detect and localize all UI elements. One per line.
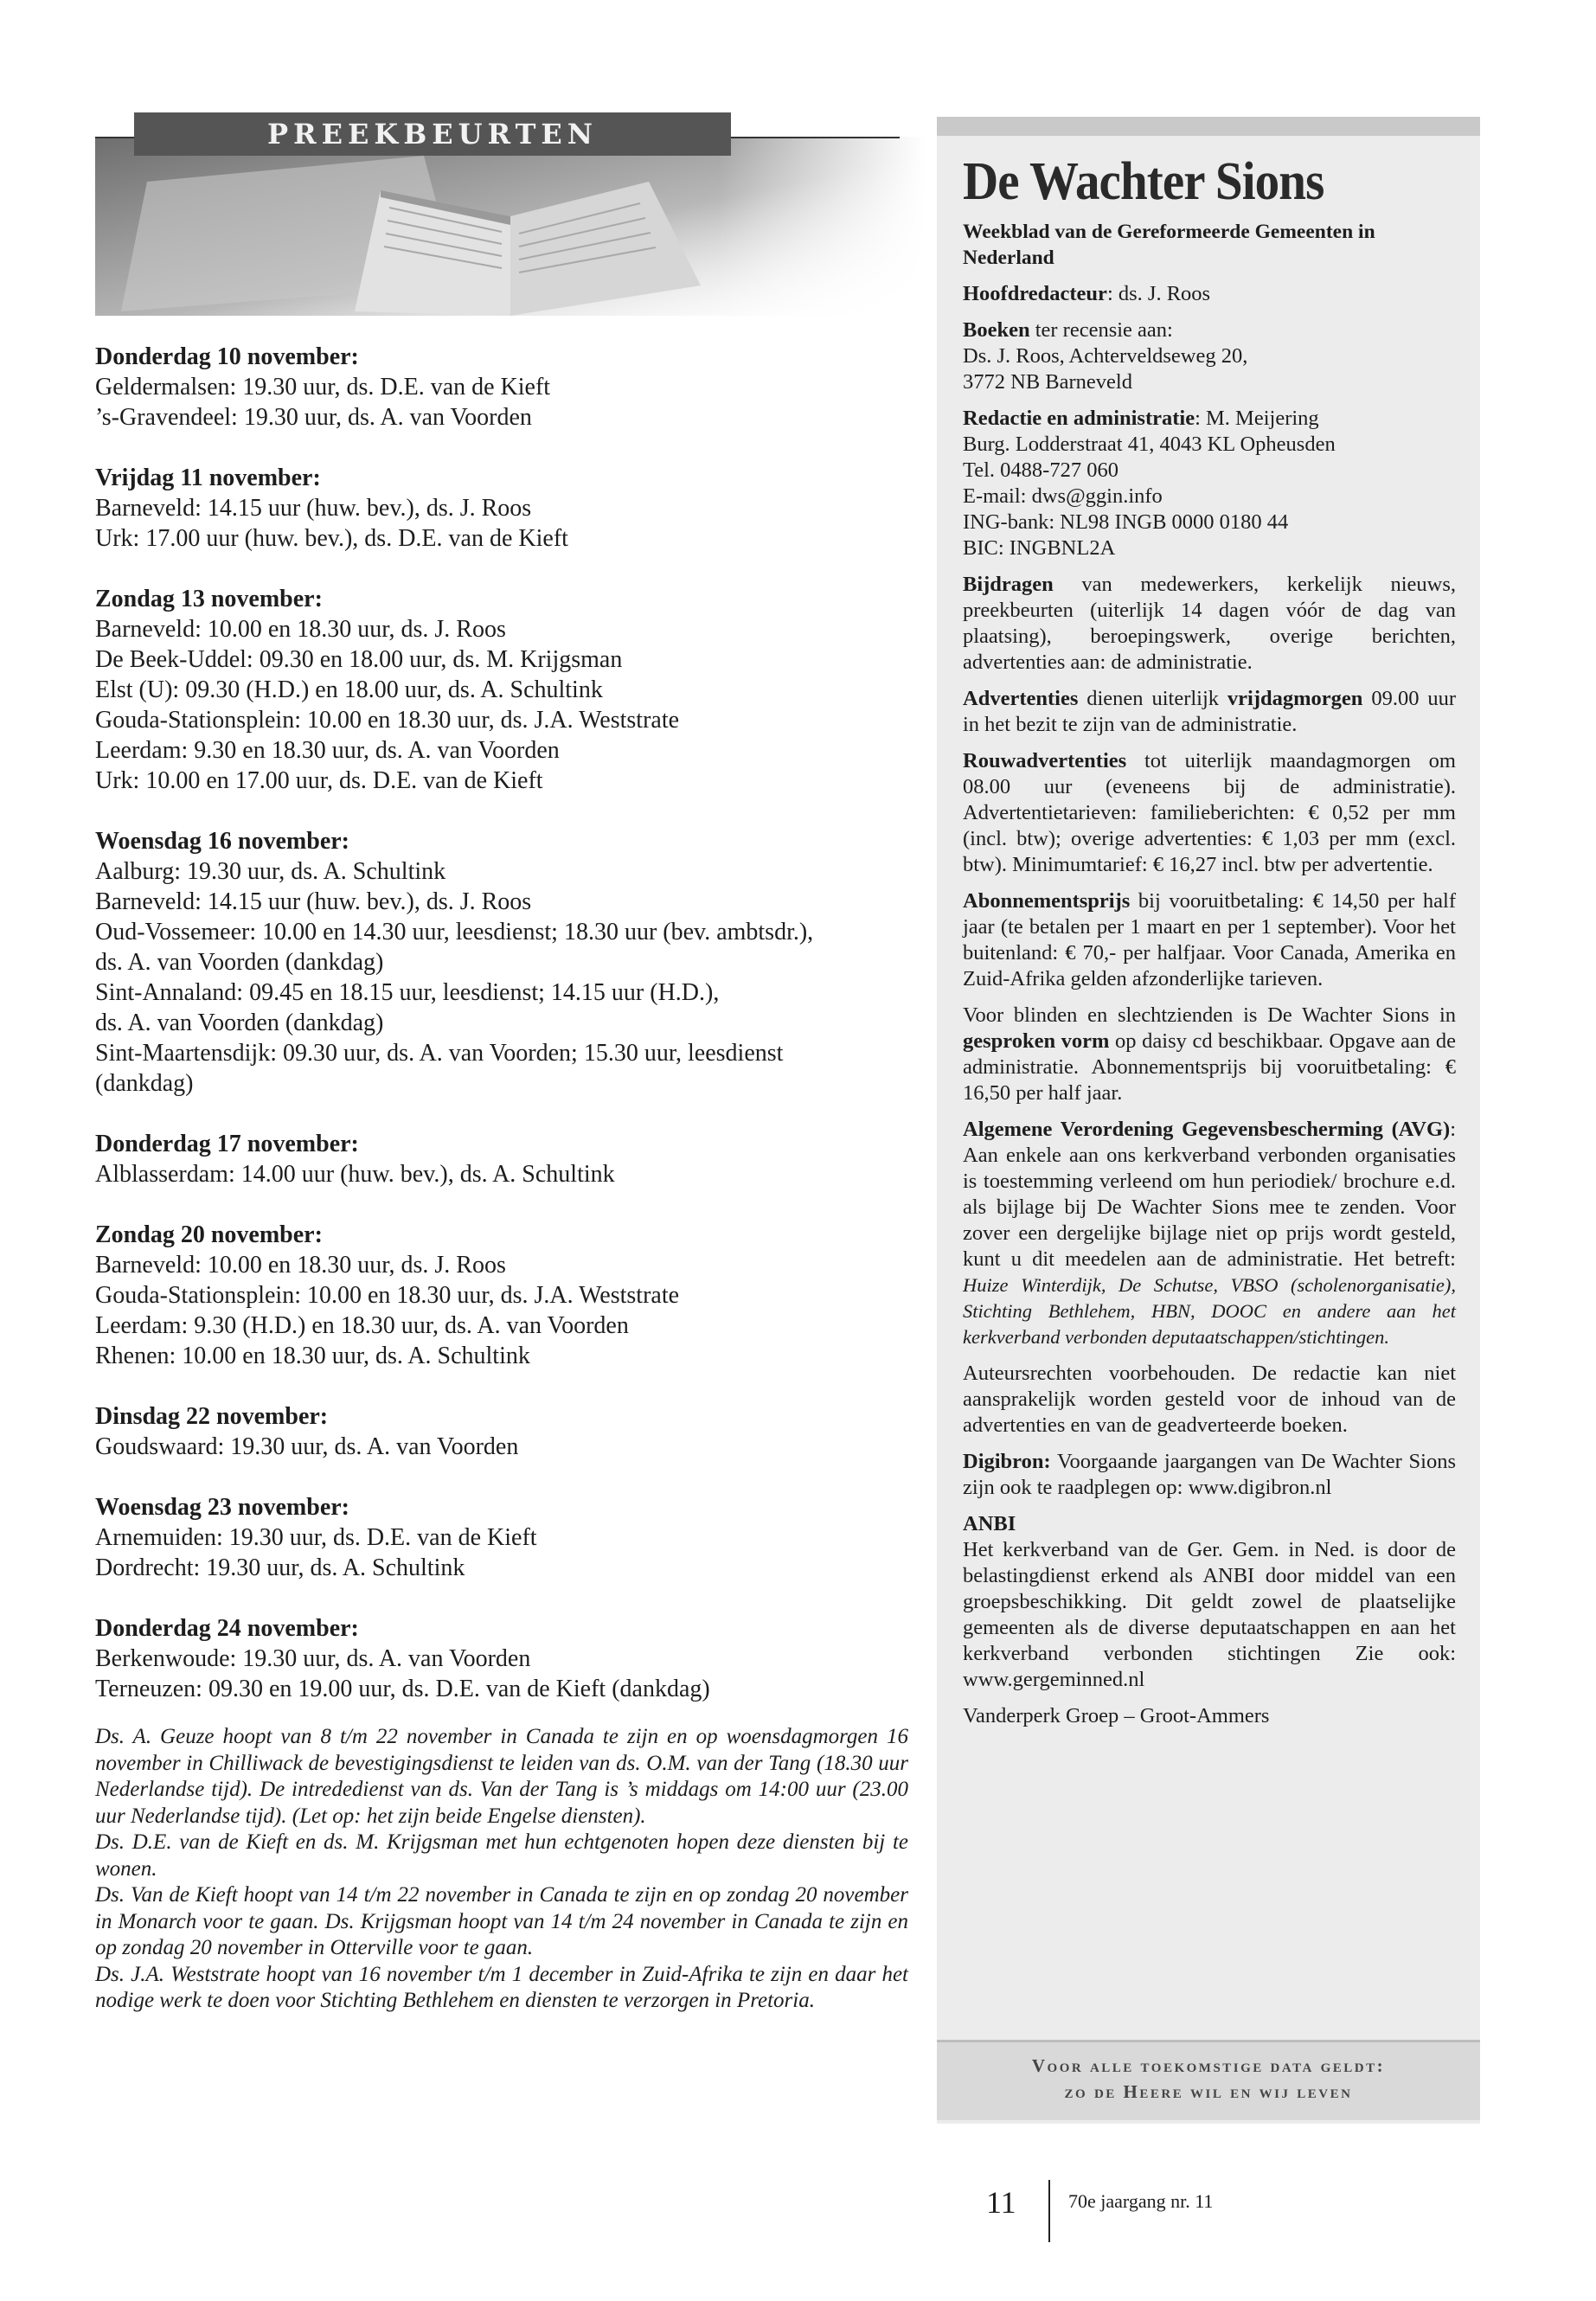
day-heading: Zondag 13 november:	[95, 586, 323, 612]
books-value: ter recensie aan:	[1029, 318, 1173, 342]
service-line: ’s-Gravendeel: 19.30 uur, ds. A. van Voorden	[95, 404, 532, 431]
service-line: Barneveld: 10.00 en 18.30 uur, ds. J. Roos	[95, 1252, 506, 1279]
service-line: Sint-Annaland: 09.45 en 18.15 uur, leesdienst; 14.15 uur (H.D.),	[95, 979, 720, 1006]
admin-bank: ING-bank: NL98 INGB 0000 0180 44	[963, 510, 1289, 534]
subscription-label: Abonnementsprijs	[963, 889, 1131, 913]
digibron-label: Digibron:	[963, 1450, 1051, 1473]
magazine-title: De Wachter Sions	[963, 152, 1324, 211]
page-divider	[1048, 2180, 1050, 2242]
service-line: Sint-Maartensdijk: 09.30 uur, ds. A. van Voorden; 15.30 uur, leesdienst	[95, 1040, 784, 1067]
motto-line-2: zo de Heere wil en wij leven	[1064, 2081, 1353, 2102]
motto-box	[937, 2040, 1480, 2120]
schedule-day	[95, 1613, 908, 1704]
schedule-notes	[95, 1724, 908, 2015]
day-heading: Donderdag 17 november:	[95, 1131, 359, 1157]
ads-block	[963, 686, 1456, 738]
service-line: Gouda-Stationsplein: 10.00 en 18.30 uur, ds. J.A. Weststrate	[95, 707, 680, 734]
schedule-day	[95, 826, 908, 1099]
contributions-block	[963, 572, 1456, 676]
spoken-text: Voor blinden en slechtzienden is De Wachter Sions in	[963, 1003, 1456, 1027]
ads-deadline: vrijdagmorgen	[1227, 687, 1363, 710]
note: Ds. J.A. Weststrate hoopt van 16 november t/m 1 december in Zuid-Afrika te zijn en daar het nodige werk te doen voor Stichting Bethlehem en diensten te verzorgen in Pretoria.	[95, 1962, 908, 2012]
editor-value: : ds. J. Roos	[1106, 282, 1211, 305]
service-line: Goudswaard: 19.30 uur, ds. A. van Voorden	[95, 1433, 519, 1460]
day-heading: Donderdag 24 november:	[95, 1615, 359, 1642]
ads-text: dienen uiterlijk	[1078, 687, 1227, 710]
day-heading: Woensdag 23 november:	[95, 1494, 349, 1521]
service-line: Leerdam: 9.30 (H.D.) en 18.30 uur, ds. A. van Voorden	[95, 1312, 629, 1339]
motto-line-1: Voor alle toekomstige data geldt:	[1031, 2055, 1386, 2076]
colophon-panel	[937, 117, 1480, 2124]
avg-text: : Aan enkele aan ons kerkverband verbonden organisaties is toestemming verleend om hun periodiek/ brochure e.d. als bijlage bij De Wachter Sions mee te zenden. Voor zover een dergelijke bijlage niet op prijs wordt gesteld, kunt u dit meedelen aan de administratie. Het betreft:	[963, 1118, 1456, 1271]
subscription-text: bij vooruitbetaling: € 14,50 per half jaar (te betalen per 1 maart en per 1 september). Voor het buitenland: € 70,- per halfjaar. Voor Canada, Amerika en Zuid-Afrika gelden afzonderlijke tarieven.	[963, 889, 1456, 990]
books-label: Boeken	[963, 318, 1030, 342]
note: Ds. D.E. van de Kieft en ds. M. Krijgsman met hun echtgenoten hopen deze diensten bij te wonen.	[95, 1830, 908, 1881]
schedule-day	[95, 1220, 908, 1371]
avg-block	[963, 1117, 1456, 1350]
service-line: Urk: 17.00 uur (huw. bev.), ds. D.E. van de Kieft	[95, 525, 568, 552]
editor-label: Hoofdredacteur	[963, 282, 1107, 305]
service-line: Barneveld: 10.00 en 18.30 uur, ds. J. Roos	[95, 616, 506, 643]
ads-text-2: 09.00 uur in het bezit te zijn van de administratie.	[963, 687, 1456, 736]
day-heading: Vrijdag 11 november:	[95, 465, 321, 491]
section-title: PREEKBEURTEN	[134, 112, 731, 156]
schedule-day	[95, 342, 908, 433]
spoken-form: gesproken vorm	[963, 1029, 1110, 1053]
service-line: Geldermalsen: 19.30 uur, ds. D.E. van de Kieft	[95, 374, 551, 401]
anbi-label: ANBI	[963, 1512, 1016, 1535]
contributions-label: Bijdragen	[963, 573, 1054, 596]
magazine-subtitle: Weekblad van de Gereformeerde Gemeenten in Nederland	[963, 221, 1375, 269]
schedule-day	[95, 1492, 908, 1583]
admin-phone: Tel. 0488-727 060	[963, 458, 1118, 482]
service-line: Alblasserdam: 14.00 uur (huw. bev.), ds. A. Schultink	[95, 1161, 615, 1188]
service-line: Elst (U): 09.30 (H.D.) en 18.00 uur, ds. A. Schultink	[95, 676, 603, 703]
books-postcode: 3772 NB Barneveld	[963, 370, 1132, 394]
admin-block	[963, 406, 1456, 561]
note: Ds. Van de Kieft hoopt van 14 t/m 22 november in Canada te zijn en op zondag 20 november in Monarch voor te gaan. Ds. Krijgsman hoopt van 14 t/m 24 november in Canada te zijn en op zondag 20 november in Otterville voor te gaan.	[95, 1883, 908, 1959]
schedule-day	[95, 1129, 908, 1189]
colophon-top-bar	[937, 117, 1480, 136]
note: Ds. A. Geuze hoopt van 8 t/m 22 november in Canada te zijn en op woensdagmorgen 16 november in Chilliwack de bevestigingsdienst te leiden van ds. O.M. van der Tang (18.30 uur Nederlandse tijd). De intrededienst van ds. Van der Tang is ’s middags om 14:00 uur (23.00 uur Nederlandse tijd). (Let op: het zijn beide Engelse diensten).	[95, 1725, 908, 1828]
avg-label: Algemene Verordening Gegevensbescherming (AVG)	[963, 1118, 1451, 1141]
section-banner	[95, 112, 926, 316]
service-line: Berkenwoude: 19.30 uur, ds. A. van Voorden	[95, 1645, 531, 1672]
admin-address: Burg. Lodderstraat 41, 4043 KL Opheusden	[963, 433, 1336, 456]
admin-label: Redactie en administratie	[963, 407, 1195, 430]
digibron-text: Voorgaande jaargangen van De Wachter Sions zijn ook te raadplegen op: www.digibron.nl	[963, 1450, 1456, 1499]
schedule-column	[95, 342, 908, 2015]
service-line: Urk: 10.00 en 17.00 uur, ds. D.E. van de Kieft	[95, 767, 543, 794]
schedule-day	[95, 463, 908, 554]
service-line: Dordrecht: 19.30 uur, ds. A. Schultink	[95, 1554, 465, 1581]
subscription-block	[963, 888, 1456, 992]
books-address: Ds. J. Roos, Achterveldseweg 20,	[963, 344, 1248, 368]
admin-email: E-mail: dws@ggin.info	[963, 484, 1163, 508]
issue-info: 70e jaargang nr. 11	[1068, 2190, 1214, 2212]
anbi-block	[963, 1511, 1456, 1693]
admin-bic: BIC: INGBNL2A	[963, 536, 1116, 560]
day-heading: Zondag 20 november:	[95, 1221, 323, 1248]
service-line: Gouda-Stationsplein: 10.00 en 18.30 uur, ds. J.A. Weststrate	[95, 1282, 680, 1309]
schedule-day	[95, 584, 908, 796]
spoken-text-2: op daisy cd beschikbaar. Opgave aan de administratie. Abonnementsprijs bij vooruitbetaling: € 16,50 per half jaar.	[963, 1029, 1456, 1105]
spoken-version-block	[963, 1003, 1456, 1106]
service-line: Terneuzen: 09.30 en 19.00 uur, ds. D.E. van de Kieft (dankdag)	[95, 1676, 710, 1702]
schedule-list	[95, 342, 908, 1704]
day-heading: Woensdag 16 november:	[95, 828, 349, 855]
books-block	[963, 317, 1456, 395]
service-line: Aalburg: 19.30 uur, ds. A. Schultink	[95, 858, 446, 885]
service-line: (dankdag)	[95, 1070, 194, 1097]
contributions-text: van medewerkers, kerkelijk nieuws, preekbeurten (uiterlijk 14 dagen vóór de dag van plaatsing), beroepingswerk, overige berichten, advertenties aan: de administratie.	[963, 573, 1456, 674]
schedule-day	[95, 1401, 908, 1462]
service-line: Arnemuiden: 19.30 uur, ds. D.E. van de Kieft	[95, 1524, 537, 1551]
mourning-text: tot uiterlijk maandagmorgen om 08.00 uur (eveneens bij de administratie). Advertentietarieven: familieberichten: € 0,52 per mm (incl. btw); overige advertenties: € 1,03 per mm (excl. btw). Minimumtarief: € 16,27 incl. btw per advertentie.	[963, 749, 1456, 876]
page-number: 11	[986, 2185, 1016, 2220]
service-line: Leerdam: 9.30 en 18.30 uur, ds. A. van Voorden	[95, 737, 560, 764]
service-line: Rhenen: 10.00 en 18.30 uur, ds. A. Schultink	[95, 1343, 530, 1369]
service-line: De Beek-Uddel: 09.30 en 18.00 uur, ds. M. Krijgsman	[95, 646, 623, 673]
day-heading: Dinsdag 22 november:	[95, 1403, 329, 1430]
printer: Vanderperk Groep – Groot-Ammers	[963, 1704, 1270, 1727]
mourning-ads-block	[963, 748, 1456, 878]
mourning-label: Rouwadvertenties	[963, 749, 1127, 772]
avg-organisations: Huize Winterdijk, De Schutse, VBSO (scholenorganisatie), Stichting Bethlehem, HBN, DOOC en andere aan het kerkverband verbonden deputaatschappen/stichtingen.	[963, 1274, 1456, 1348]
service-line: Oud-Vossemeer: 10.00 en 14.30 uur, leesdienst; 18.30 uur (bev. ambtsdr.),	[95, 919, 814, 945]
service-line: ds. A. van Voorden (dankdag)	[95, 1009, 384, 1036]
service-line: Barneveld: 14.15 uur (huw. bev.), ds. J. Roos	[95, 495, 532, 522]
service-line: Barneveld: 14.15 uur (huw. bev.), ds. J. Roos	[95, 888, 532, 915]
rights-block: Auteursrechten voorbehouden. De redactie kan niet aansprakelijk worden gesteld voor de inhoud van de advertenties en van de geadverteerde boeken.	[963, 1362, 1456, 1437]
digibron-block	[963, 1449, 1456, 1501]
anbi-text: Het kerkverband van de Ger. Gem. in Ned. is door de belastingdienst erkend als ANBI door middel van een groepsbeschikking. Dit geldt zowel de plaatselijke gemeenten als de diverse deputaatschappen en aan het kerkverband verbonden stichtingen Zie ook: www.gergeminned.nl	[963, 1538, 1456, 1691]
service-line: ds. A. van Voorden (dankdag)	[95, 949, 384, 976]
ads-label: Advertenties	[963, 687, 1079, 710]
admin-value: : M. Meijering	[1195, 407, 1319, 430]
day-heading: Donderdag 10 november:	[95, 343, 359, 370]
editor-block	[963, 281, 1456, 307]
